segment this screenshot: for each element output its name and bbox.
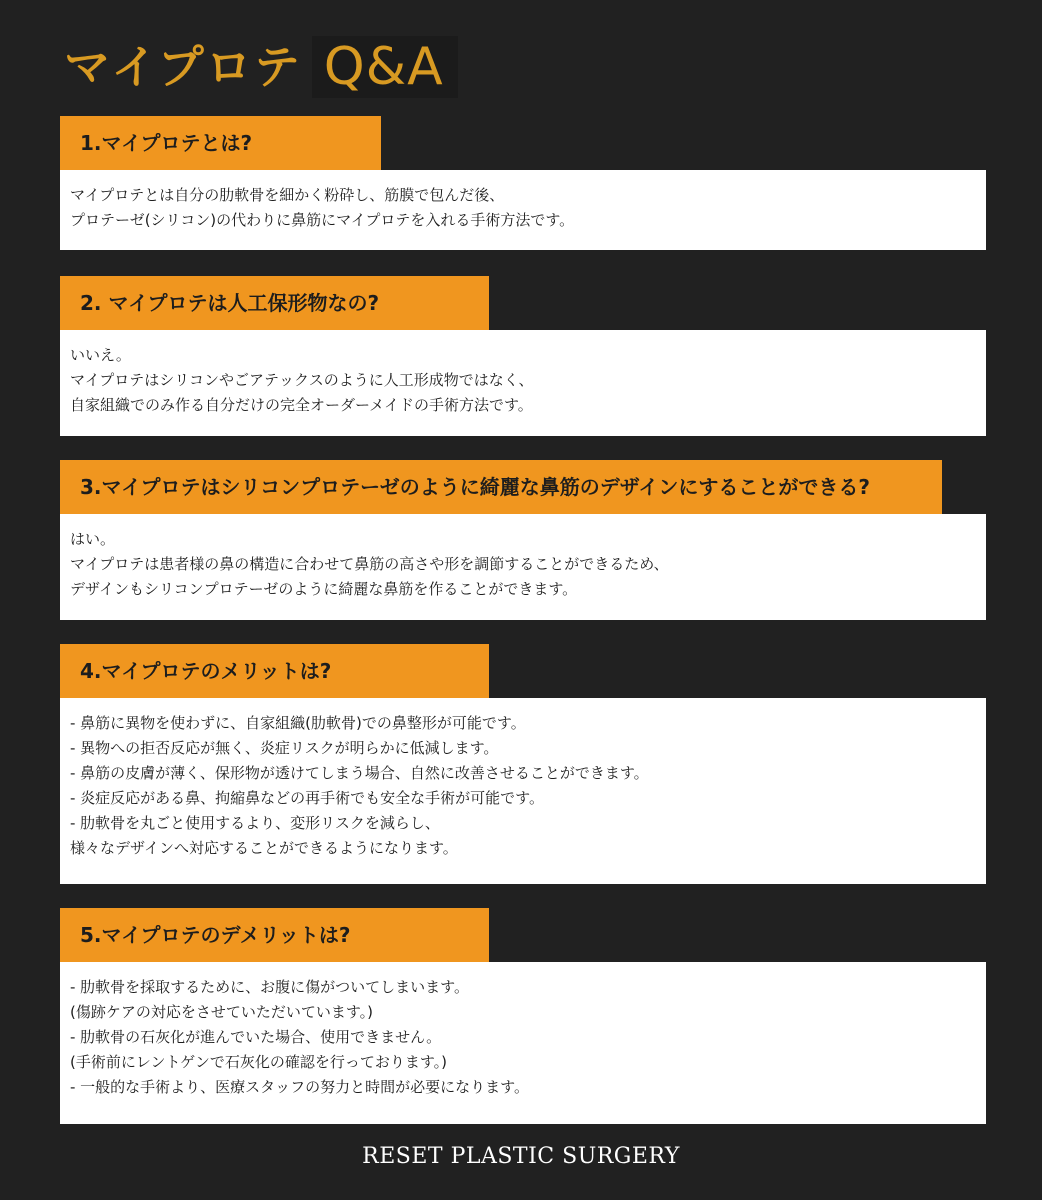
answer-line: - 異物への拒否反応が無く、炎症リスクが明らかに低減します。 [70, 739, 499, 757]
answer-line: - 鼻筋の皮膚が薄く、保形物が透けてしまう場合、自然に改善させることができます。 [70, 764, 649, 782]
answer-line: プロテーゼ(シリコン)の代わりに鼻筋にマイプロテを入れる手術方法です。 [70, 211, 575, 229]
answer-line: はい。 [70, 530, 116, 548]
answer-line: デザインもシリコンプロテーゼのように綺麗な鼻筋を作ることができます。 [70, 580, 578, 598]
answer-box-2 [60, 330, 986, 436]
page-title-japanese: マイプロテ [64, 40, 302, 94]
answer-box-1 [60, 170, 986, 250]
answer-line: - 肋軟骨を採取するために、お腹に傷がついてしまいます。 [70, 978, 469, 996]
answer-line: (傷跡ケアの対応をさせていただいています。) [70, 1003, 374, 1021]
answer-box-3 [60, 514, 986, 620]
answer-box-4 [60, 698, 986, 884]
answer-line: (手術前にレントゲンで石灰化の確認を行っております。) [70, 1053, 448, 1071]
answer-line: いいえ。 [70, 346, 131, 364]
footer-brand: RESET PLASTIC SURGERY [362, 1144, 680, 1169]
answer-line: - 一般的な手術より、医療スタッフの努力と時間が必要になります。 [70, 1078, 529, 1096]
page-title [64, 36, 458, 98]
answer-line: マイプロテとは自分の肋軟骨を細かく粉砕し、筋膜で包んだ後、 [70, 186, 505, 204]
answer-line: - 炎症反応がある鼻、拘縮鼻などの再手術でも安全な手術が可能です。 [70, 789, 544, 807]
answer-box-5 [60, 962, 986, 1124]
answer-line: - 鼻筋に異物を使わずに、自家組織(肋軟骨)での鼻整形が可能です。 [70, 714, 526, 732]
question-label-5: 5.マイプロテのデメリットは? [60, 908, 489, 962]
answer-line: 自家組織でのみ作る自分だけの完全オーダーメイドの手術方法です。 [70, 396, 533, 414]
answer-line: - 肋軟骨を丸ごと使用するより、変形リスクを減らし、 [70, 814, 440, 832]
answer-line: - 肋軟骨の石灰化が進んでいた場合、使用できません。 [70, 1028, 442, 1046]
page-title-qa: Q&A [312, 36, 458, 98]
question-label-1: 1.マイプロテとは? [60, 116, 381, 170]
question-label-3: 3.マイプロテはシリコンプロテーゼのように綺麗な鼻筋のデザインにすることができる? [60, 460, 942, 514]
answer-line: マイプロテはシリコンやごアテックスのように人工形成物ではなく、 [70, 371, 534, 389]
answer-line: 様々なデザインへ対応することができるようになります。 [70, 839, 458, 857]
answer-line: マイプロテは患者様の鼻の構造に合わせて鼻筋の高さや形を調節することができるため、 [70, 555, 669, 573]
question-label-2: 2. マイプロテは人工保形物なの? [60, 276, 489, 330]
question-label-4: 4.マイプロテのメリットは? [60, 644, 489, 698]
